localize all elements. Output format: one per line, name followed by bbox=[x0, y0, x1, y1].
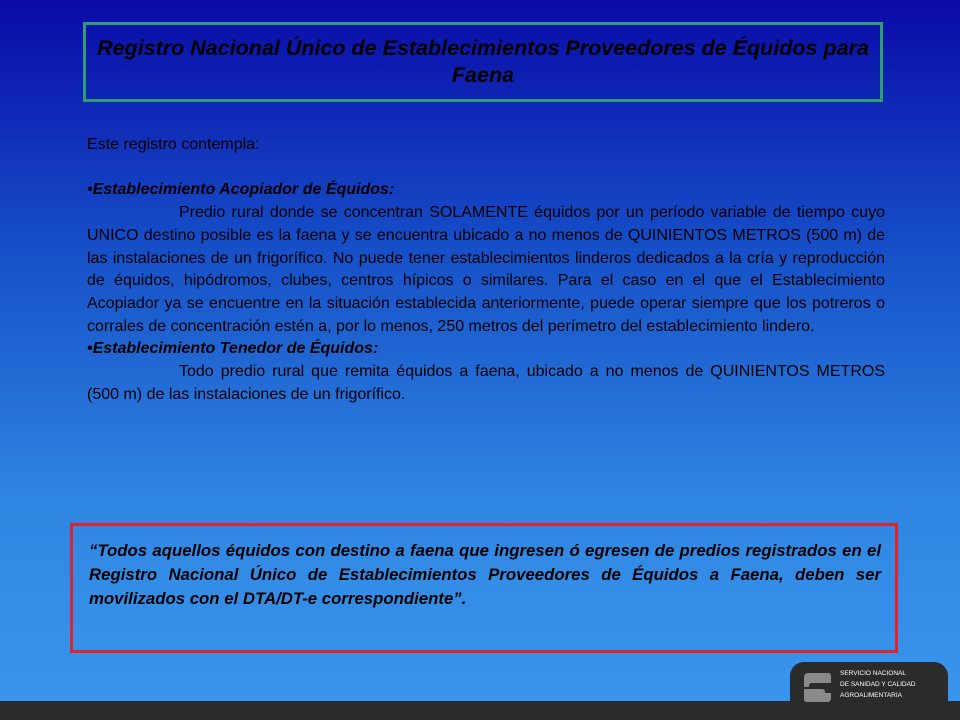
content-body bbox=[87, 134, 885, 406]
quote-text: “Todos aquellos équidos con destino a faena que ingresen ó egresen de predios registrados en el Registro Nacional Único de Establecimientos Proveedores de Équidos a Faena, deben ser movilizados con el DTA/DT-e correspondiente”. bbox=[89, 541, 881, 608]
slide-title: Registro Nacional Único de Establecimientos Proveedores de Équidos para Faena bbox=[97, 36, 869, 87]
section-body-tenedor: Todo predio rural que remita équidos a faena, ubicado a no menos de QUINIENTOS METROS (500 m) de las instalaciones de un frigorífico. bbox=[87, 363, 885, 403]
logo-tab bbox=[790, 662, 948, 720]
senasa-logo-icon bbox=[802, 671, 832, 703]
intro-text: Este registro contempla: bbox=[87, 136, 260, 153]
spacer bbox=[87, 157, 885, 180]
section-body-acopiador: Predio rural donde se concentran SOLAMENTE équidos por un período variable de tiempo cuyo UNICO destino posible es la faena y se encuentra ubicado a no menos de QUINIENTOS METROS (500 m) de las instalaciones de un frigorífico. No puede tener establecimientos linderos dedicados a la cría y reproducción de équidos, hipódromos, clubes, centros hípicos o similares. Para el caso en el que el Establecimiento Acopiador ya se encuentre en la situación establecida anteriormente, puede operar siempre que los potreros o corrales de concentración estén a, por lo menos, 250 metros del perímetro del establecimiento lindero. bbox=[87, 204, 885, 335]
section-heading-tenedor: •Establecimiento Tenedor de Équidos: bbox=[87, 340, 379, 358]
logo-text bbox=[840, 668, 944, 701]
logo-line: SERVICIO NACIONAL bbox=[840, 670, 906, 677]
title-box bbox=[83, 22, 883, 102]
logo-line: DE SANIDAD Y CALIDAD bbox=[840, 681, 916, 688]
logo-line: AGROALIMENTARIA bbox=[840, 692, 903, 699]
section-heading-acopiador: •Establecimiento Acopiador de Équidos: bbox=[87, 181, 395, 199]
quote-box bbox=[70, 523, 898, 653]
